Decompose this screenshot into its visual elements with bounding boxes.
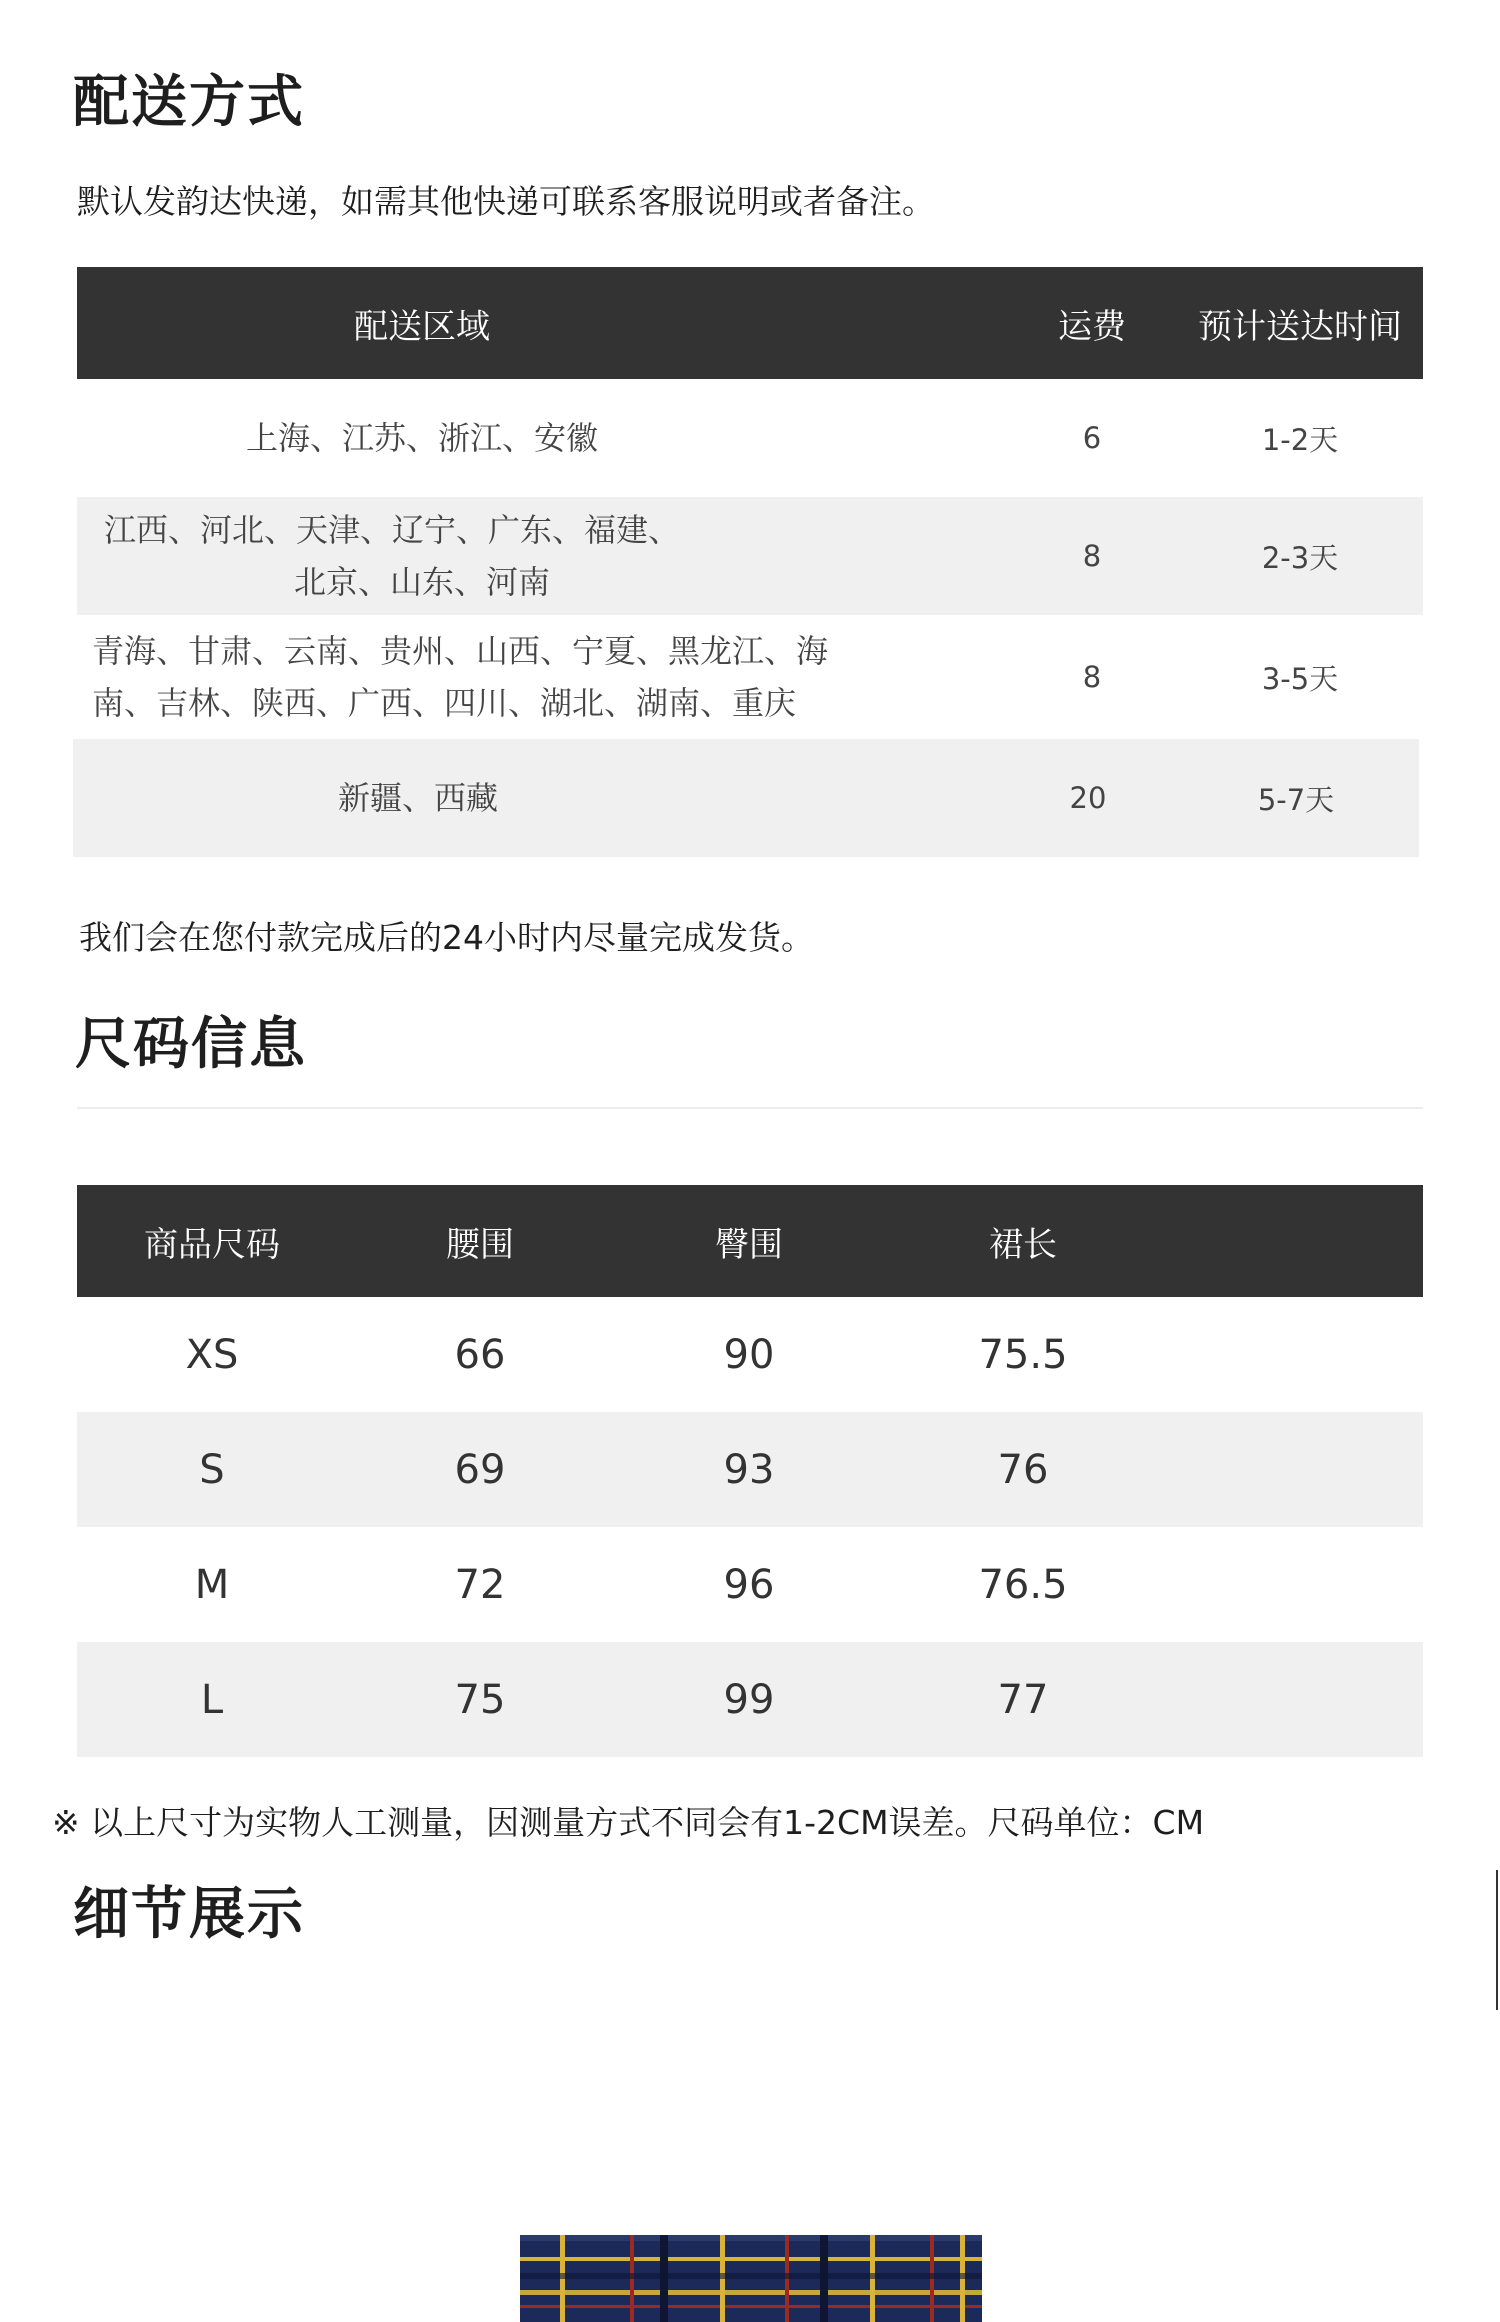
shipping-intro: 默认发韵达快递，如需其他快递可联系客服说明或者备注。 bbox=[77, 182, 935, 221]
hip-cell: 93 bbox=[723, 1446, 775, 1493]
eta-cell: 1-2天 bbox=[1261, 422, 1339, 457]
fee-cell: 6 bbox=[1082, 421, 1102, 455]
region-cell bbox=[77, 615, 917, 739]
size-note: ※ 以上尺寸为实物人工测量，因测量方式不同会有1-2CM误差。尺码单位：CM bbox=[52, 1803, 1205, 1842]
length-cell: 76.5 bbox=[978, 1561, 1068, 1608]
size-row bbox=[77, 1412, 1423, 1527]
size-row bbox=[77, 1297, 1423, 1412]
waist-cell: 75 bbox=[454, 1676, 506, 1723]
size-cell: S bbox=[199, 1446, 225, 1493]
region-cell bbox=[77, 497, 767, 615]
region-text: 北京、山东、河南 bbox=[293, 563, 550, 601]
header-fee: 运费 bbox=[1058, 306, 1126, 347]
size-title: 尺码信息 bbox=[75, 1012, 307, 1077]
header-length: 裙长 bbox=[989, 1224, 1057, 1265]
hip-cell: 99 bbox=[723, 1676, 775, 1723]
size-table bbox=[77, 1185, 1423, 1755]
region-cell bbox=[77, 379, 767, 497]
length-cell: 75.5 bbox=[978, 1331, 1068, 1378]
fee-cell: 8 bbox=[1082, 660, 1102, 694]
header-eta: 预计送达时间 bbox=[1198, 306, 1402, 347]
region-text: 上海、江苏、浙江、安徽 bbox=[245, 419, 598, 457]
fee-cell: 20 bbox=[1069, 781, 1107, 815]
shipping-row bbox=[77, 379, 1423, 497]
product-detail-image bbox=[520, 2235, 982, 2322]
waist-cell: 69 bbox=[454, 1446, 506, 1493]
region-text: 江西、河北、天津、辽宁、广东、福建、 bbox=[103, 511, 680, 549]
shipping-row bbox=[73, 739, 1419, 857]
shipping-table-header bbox=[77, 267, 1423, 379]
hip-cell: 90 bbox=[723, 1331, 775, 1378]
fee-cell: 8 bbox=[1082, 539, 1102, 573]
eta-cell: 5-7天 bbox=[1257, 782, 1335, 817]
shipping-table bbox=[77, 267, 1423, 859]
size-cell: L bbox=[200, 1676, 224, 1723]
size-row bbox=[77, 1642, 1423, 1757]
region-text: 青海、甘肃、云南、贵州、山西、宁夏、黑龙江、海 bbox=[92, 632, 829, 670]
header-hip: 臀围 bbox=[715, 1224, 783, 1265]
waist-cell: 66 bbox=[454, 1331, 506, 1378]
hip-cell: 96 bbox=[723, 1561, 775, 1608]
length-cell: 77 bbox=[997, 1676, 1049, 1723]
region-text: 南、吉林、陕西、广西、四川、湖北、湖南、重庆 bbox=[92, 684, 797, 722]
divider bbox=[77, 1107, 1423, 1109]
header-region: 配送区域 bbox=[354, 306, 490, 347]
size-cell: XS bbox=[185, 1331, 239, 1378]
shipping-row bbox=[77, 615, 1423, 739]
plaid-fabric-image bbox=[520, 2235, 982, 2322]
scroll-indicator bbox=[1496, 1870, 1498, 2010]
header-waist: 腰围 bbox=[446, 1224, 514, 1265]
length-cell: 76 bbox=[997, 1446, 1049, 1493]
header-size: 商品尺码 bbox=[144, 1224, 280, 1265]
eta-cell: 2-3天 bbox=[1261, 540, 1339, 575]
region-text: 新疆、西藏 bbox=[337, 779, 498, 817]
shipping-note: 我们会在您付款完成后的24小时内尽量完成发货。 bbox=[79, 918, 814, 957]
region-cell bbox=[73, 739, 763, 857]
shipping-title: 配送方式 bbox=[73, 70, 305, 135]
size-row bbox=[77, 1527, 1423, 1642]
eta-cell: 3-5天 bbox=[1261, 661, 1339, 696]
waist-cell: 72 bbox=[454, 1561, 506, 1608]
details-title: 细节展示 bbox=[73, 1882, 305, 1947]
shipping-row bbox=[77, 497, 1423, 615]
size-table-header bbox=[77, 1185, 1423, 1297]
size-cell: M bbox=[194, 1561, 230, 1608]
